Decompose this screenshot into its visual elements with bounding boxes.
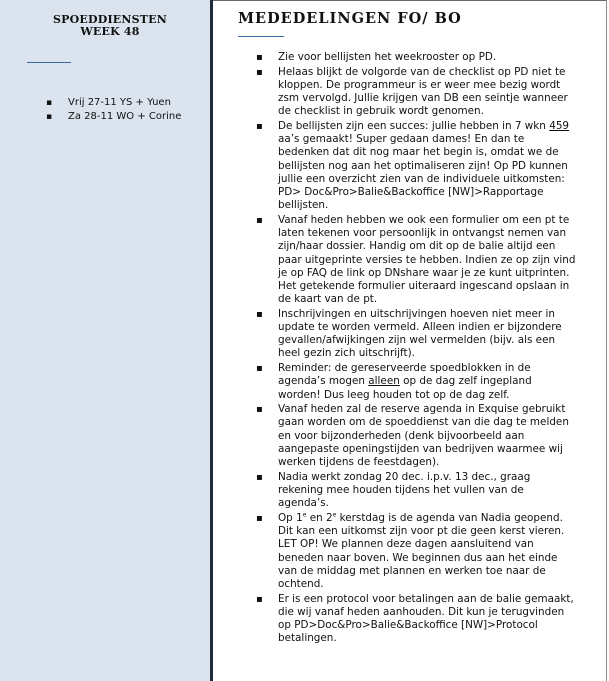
sidebar-title-line-1: SPOEDDIENSTEN [52, 13, 167, 26]
announcement-text: kerstdag is de agenda van Nadia geopend. Dit kan een uitkomst zijn voor pt die geen kerst vieren. LET OP! We plannen deze dagen aansluitend van beneden naar boven. We beginnen dus aan het einde van de middag met plannen en werken toe naar de ochtend. [278, 511, 565, 590]
announcement-item [256, 214, 576, 306]
announcement-text: Vanaf heden hebben we ook een formulier om een pt te laten tekenen voor persoonlijk in ontvangst nemen van zijn/haar dossier. Handig om dit op de balie altijd een paar uitgeprinte versies te hebben. Indien ze op zijn vind je op FAQ de link op DNshare waar je ze kunt uitprinten. Het getekende formulier uiteraard ingescand opslaan in de kaart van de pt. [278, 213, 576, 306]
announcement-text: Op 1 [278, 511, 303, 524]
page-title: MEDEDELINGEN FO/ BO [238, 10, 462, 27]
underlined-count: 459 [549, 120, 570, 133]
sidebar-panel [0, 0, 213, 681]
announcement-text: De bellijsten zijn een succes: jullie hebben in 7 wkn [278, 120, 550, 133]
announcement-item [256, 512, 576, 591]
announcement-text: en 2 [306, 511, 333, 524]
sidebar-title [20, 14, 200, 38]
announcement-text: Zie voor bellijsten het weekrooster op PD. [278, 51, 497, 63]
superscript: e [332, 511, 337, 519]
sidebar-title-line-2: WEEK 48 [80, 25, 140, 38]
announcement-text: Vanaf heden zal de reserve agenda in Exquise gebruikt gaan worden om de spoeddienst van die dag te melden en voor bijzonderheden (denk bijvoorbeeld aan aangepaste openingstijden van bedrijven waarmee wij werken tijdens de feestdagen). [278, 403, 569, 469]
announcement-item [256, 120, 576, 212]
announcement-item [256, 362, 576, 402]
announcement-text: Nadia werkt zondag 20 dec. i.p.v. 13 dec., graag rekening mee houden tijdens het vullen van de agenda’s. [278, 470, 531, 510]
announcement-text: aa’s gemaakt! Super gedaan dames! En dan te bedenken dat dit nog maar het begin is, omdat we de bellijsten nog aan het optimaliseren zijn! Op PD kunnen jullie een overzicht zien van de individuele uitkomsten: PD> Doc&Pro>Balie&Backoffice [NW]>Rapportage bellijsten. [278, 133, 568, 212]
announcement-item [256, 593, 576, 646]
announcement-text: Helaas blijkt de volgorde van de checklist op PD niet te kloppen. De programmeur is er weer mee bezig wordt zsm vervolgd. Jullie krijgen van DB een seintje wanneer de checklist in gebruik wordt genomen. [278, 65, 568, 118]
superscript: e [302, 511, 307, 519]
announcement-item [256, 66, 576, 119]
spoeddienst-list [46, 96, 181, 124]
frame-top-border [213, 0, 607, 1]
announcement-item [256, 51, 576, 64]
spoeddienst-item: ▪ Za 28-11 WO + Corine [46, 110, 181, 124]
sidebar-divider [27, 62, 71, 63]
announcement-item [256, 308, 576, 361]
announcement-text: op de dag zelf ingepland worden! Dus leeg houden tot op de dag zelf. [278, 375, 532, 401]
frame-right-border [606, 0, 607, 681]
announcement-item [256, 471, 576, 511]
announcement-list [256, 51, 576, 647]
announcement-text: Inschrijvingen en uitschrijvingen hoeven niet meer in update te worden vermeld. Alleen indien er bijzondere gevallen/afwijkingen zijn wel vermelden (bijv. als een heel gezin zich uitschrijft). [278, 307, 562, 360]
spoeddienst-item: ▪ Vrij 27-11 YS + Yuen [46, 96, 181, 110]
announcement-text: Reminder: de gereserveerde spoedblokken in de agenda’s mogen [278, 362, 531, 388]
announcement-item [256, 403, 576, 469]
announcement-text: Er is een protocol voor betalingen aan de balie gemaakt, die wij vanaf heden aanhouden. Dit kun je terugvinden op PD>Doc&Pro>Balie&Backoffice [NW]>Protocol betalingen. [278, 592, 574, 645]
title-divider [238, 36, 284, 37]
underlined-word: alleen [368, 375, 400, 388]
